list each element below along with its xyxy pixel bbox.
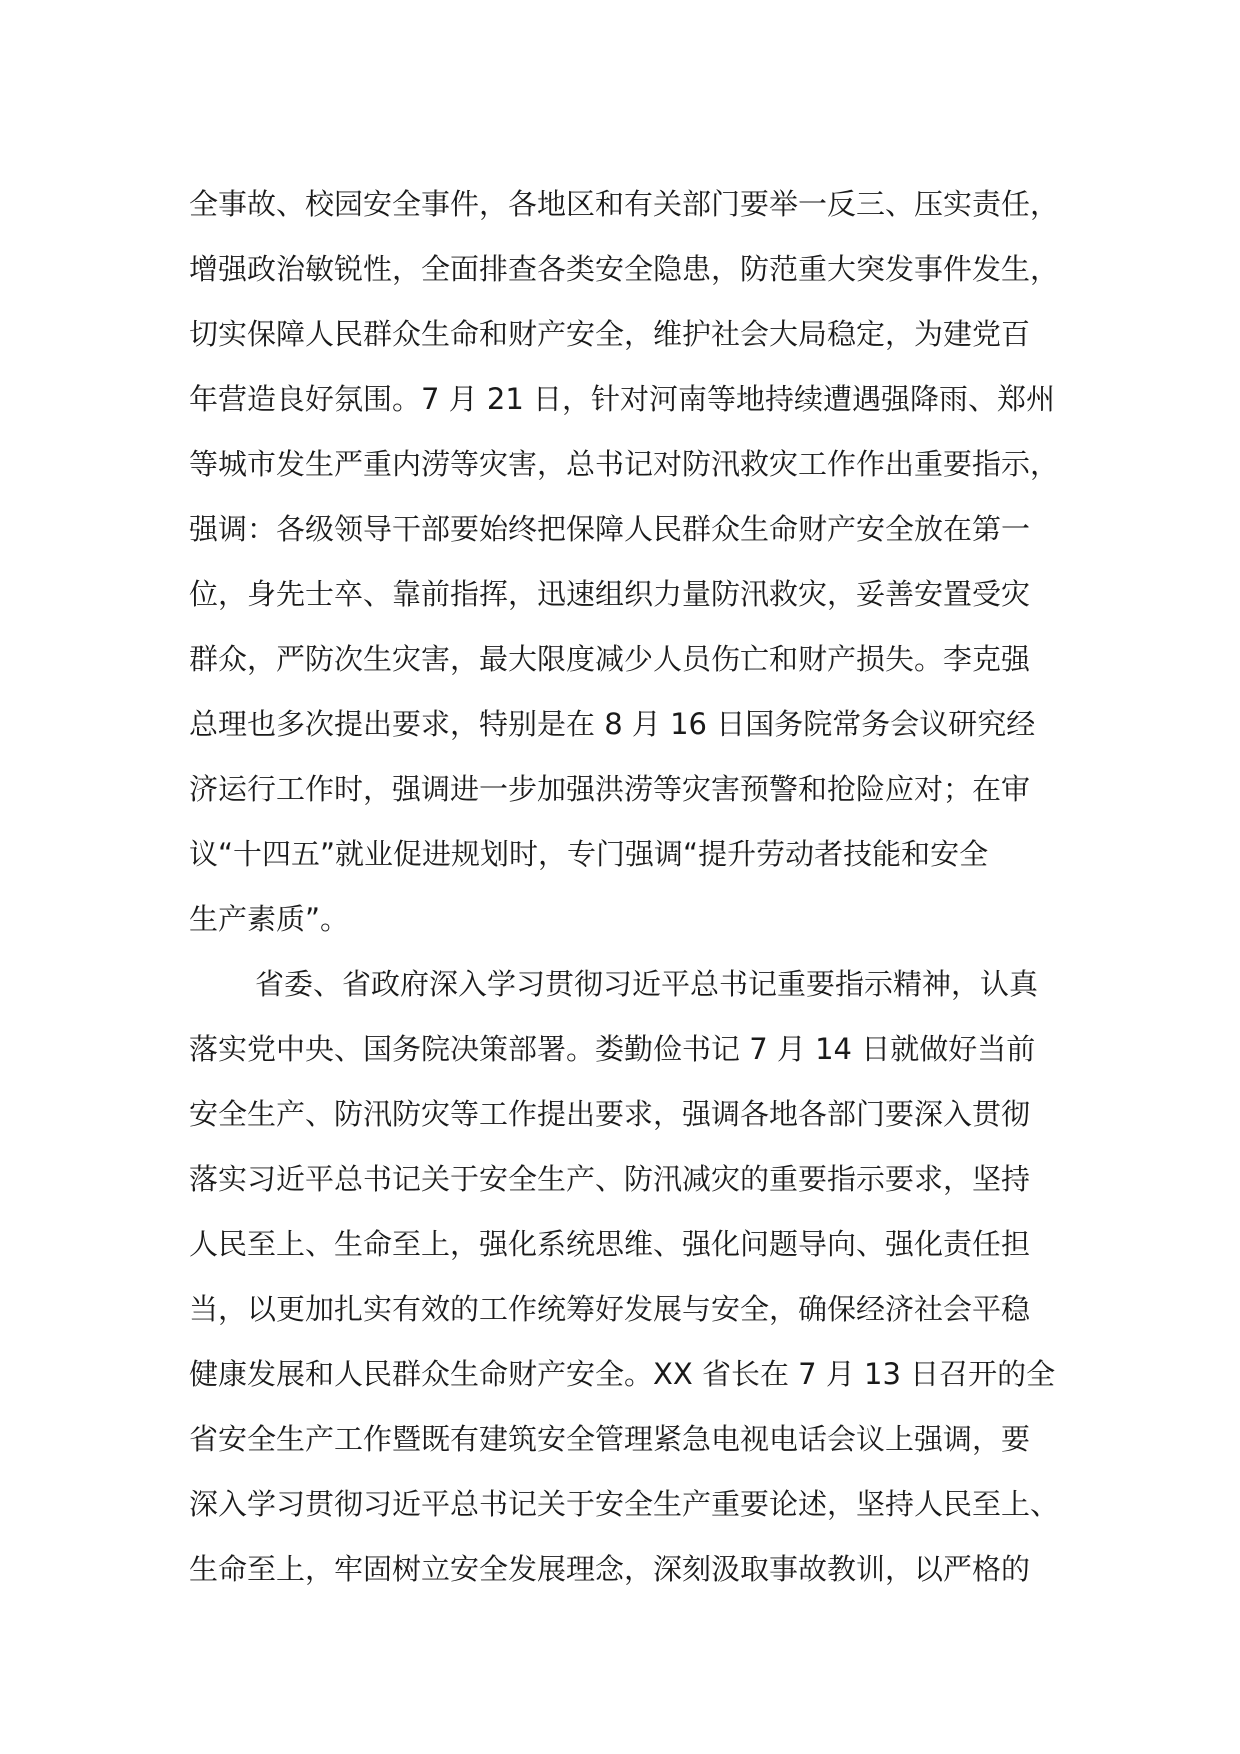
text-line: 议“十四五”就业促进规划时，专门强调“提升劳动者技能和安全 bbox=[189, 837, 989, 871]
text-line: 强调：各级领导干部要始终把保障人民群众生命财产安全放在第一 bbox=[189, 512, 1031, 546]
text-line: 全事故、校园安全事件，各地区和有关部门要举一反三、压实责任， bbox=[189, 187, 1060, 221]
text-line: 人民至上、生命至上，强化系统思维、强化问题导向、强化责任担 bbox=[189, 1227, 1031, 1261]
text-line: 增强政治敏锐性，全面排查各类安全隐患，防范重大突发事件发生， bbox=[189, 252, 1060, 286]
text-line: 位，身先士卒、靠前指挥，迅速组织力量防汛救灾，妥善安置受灾 bbox=[189, 577, 1031, 611]
text-line: 总理也多次提出要求，特别是在 8 月 16 日国务院常务会议研究经 bbox=[189, 707, 1036, 741]
text-line: 等城市发生严重内涝等灾害，总书记对防汛救灾工作作出重要指示， bbox=[189, 447, 1060, 481]
paragraph-start-line: 省委、省政府深入学习贯彻习近平总书记重要指示精神，认真 bbox=[255, 967, 1039, 1001]
text-line: 落实党中央、国务院决策部署。娄勤俭书记 7 月 14 日就做好当前 bbox=[189, 1032, 1036, 1066]
text-line: 安全生产、防汛防灾等工作提出要求，强调各地各部门要深入贯彻 bbox=[189, 1097, 1031, 1131]
text-line: 健康发展和人民群众生命财产安全。XX 省长在 7 月 13 日召开的全 bbox=[189, 1357, 1056, 1391]
text-line: 年营造良好氛围。7 月 21 日，针对河南等地持续遭遇强降雨、郑州 bbox=[189, 382, 1056, 416]
text-line: 济运行工作时，强调进一步加强洪涝等灾害预警和抢险应对；在审 bbox=[189, 772, 1031, 806]
text-line: 省安全生产工作暨既有建筑安全管理紧急电视电话会议上强调，要 bbox=[189, 1422, 1031, 1456]
body-text bbox=[189, 172, 1069, 1602]
text-line: 生命至上，牢固树立安全发展理念，深刻汲取事故教训，以严格的 bbox=[189, 1552, 1031, 1586]
text-line: 当，以更加扎实有效的工作统筹好发展与安全，确保经济社会平稳 bbox=[189, 1292, 1031, 1326]
text-line: 群众，严防次生灾害，最大限度减少人员伤亡和财产损失。李克强 bbox=[189, 642, 1031, 676]
text-line: 生产素质”。 bbox=[189, 902, 350, 936]
text-line: 切实保障人民群众生命和财产安全，维护社会大局稳定，为建党百 bbox=[189, 317, 1031, 351]
text-line: 落实习近平总书记关于安全生产、防汛减灾的重要指示要求，坚持 bbox=[189, 1162, 1031, 1196]
text-line: 深入学习贯彻习近平总书记关于安全生产重要论述，坚持人民至上、 bbox=[189, 1487, 1060, 1521]
